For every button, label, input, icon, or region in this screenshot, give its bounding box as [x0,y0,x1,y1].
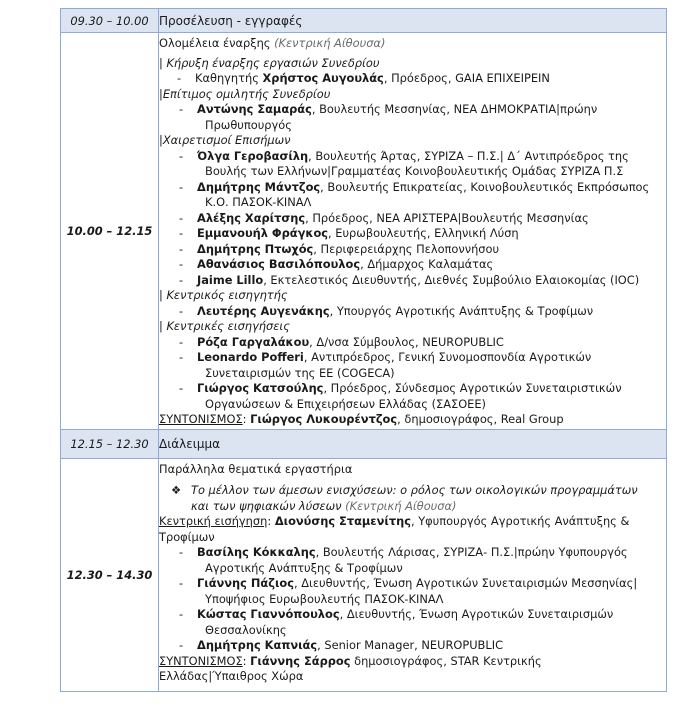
speaker-line: - Γιάννης Πάζιος, Διευθυντής, Ένωση Αγροτικών Συνεταιρισμών Μεσσηνίας| [179,576,638,590]
speaker-line: - Jaime Lillo, Εκτελεστικός Διευθυντής, Διεθνές Συμβούλιο Ελαιοκομίας (IOC) [179,272,640,287]
time-cell: 12.30 – 14.30 [61,458,159,691]
speaker-line: - Κώστας Γιαννόπουλος, Διευθυντής, Ένωση Αγροτικών Συνεταιρισμών [179,607,614,621]
diamond-bullet-icon: ❖ [171,483,182,497]
speaker-line: - Γιώργος Κατσούλης, Πρόεδρος, Σύνδεσμος Αγροτικών Συνεταιριστικών [179,381,622,395]
time-cell: 09.30 – 10.00 [61,9,159,33]
time-cell: 12.15 – 12.30 [61,429,159,458]
session-heading: Παράλληλα θεματικά εργαστήρια [159,461,353,476]
session-content [159,458,667,691]
moderator-line-cont: Ελλάδας|Ύπαιθρος Χώρα [159,669,304,683]
row-opening-plenary [61,33,667,430]
session-heading: Ολομέλεια έναρξης (Κεντρική Αίθουσα) [159,36,386,50]
speaker-line: - Εμμανουήλ Φράγκος, Ευρωβουλευτής, Ελληνική Λύση [179,226,519,240]
time-cell: 10.00 – 12.15 [61,33,159,430]
session-title: Διάλειμμα [159,429,667,458]
moderator-line: ΣΥΝΤΟΝΙΣΜΟΣ: Γιάννης Σάρρος δημοσιογράφος, STAR Κεντρικής [159,653,542,668]
speaker-line: - Ρόζα Γαργαλάκου, Δ/νσα Σύμβουλος, NEUROPUBLIC [179,334,504,349]
speaker-line: - Λευτέρης Αυγενάκης, Υπουργός Αγροτικής Ανάπτυξης & Τροφίμων [179,303,594,318]
speaker-line: - Όλγα Γεροβασίλη, Βουλευτής Άρτας, ΣΥΡΙΖΑ – Π.Σ.| Δ΄ Αντιπρόεδρος της [179,148,629,163]
speaker-line-cont: Συνεταιρισμών της ΕΕ (COGECA) [205,365,395,380]
room-label: (Κεντρική Αίθουσα) [274,36,386,50]
speaker-line-cont: Πρωθυπουργός [205,117,292,132]
room-label: (Κεντρική Αίθουσα) [345,498,457,513]
speaker-line: - Leonardo Pofferi, Αντιπρόεδρος, Γενική Συνομοσπονδία Αγροτικών [179,350,592,364]
speaker-line: - Αθανάσιος Βασιλόπουλος, Δήμαρχος Καλαμάτας [179,257,494,271]
section-label: |Επίτιμος ομιλητής Συνεδρίου [159,86,331,101]
speaker-line: - Αλέξης Χαρίτσης, Πρόεδρος, ΝΕΑ ΑΡΙΣΤΕΡΑ|Βουλευτής Μεσσηνίας [179,210,589,225]
speaker-line: - Καθηγητής Χρήστος Αυγουλάς, Πρόεδρος, GAIA ΕΠΙΧΕΙΡΕΙΝ [177,71,550,85]
speaker-line-cont: Βουλής των Ελλήνων|Γραμματέας Κοινοβουλευτικής Ομάδας ΣΥΡΙΖΑ Π.Σ [205,164,624,178]
speaker-line: - Δημήτρης Πτωχός, Περιφερειάρχης Πελοποννήσου [179,241,500,256]
row-break [61,429,667,458]
lead-speaker-cont: Τροφίμων [159,529,215,544]
section-label: | Κεντρικός εισηγητής [159,288,288,302]
speaker-line: - Δημήτρης Καπνιάς, Senior Manager, NEUROPUBLIC [179,638,504,652]
section-label: | Κήρυξη έναρξης εργασιών Συνεδρίου [159,55,380,70]
section-label: | Κεντρικές εισηγήσεις [159,319,290,333]
speaker-line-cont: Θεσσαλονίκης [205,622,287,637]
speaker-line: - Αντώνης Σαμαράς, Βουλευτής Μεσσηνίας, ΝΕΑ ΔΗΜΟΚΡΑΤΙΑ|πρώην [179,102,598,116]
lead-speaker-line: Κεντρική εισήγηση: Διονύσης Σταμενίτης, Υφυπουργός Αγροτικής Ανάπτυξης & [159,514,630,528]
speaker-line-cont: Οργανώσεων & Επιχειρήσεων Ελλάδας (ΣΑΣΟΕΕ) [205,396,487,411]
topic-line-cont: και των ψηφιακών λύσεων (Κεντρική Αίθουσα) [191,498,457,513]
row-registration [61,9,667,33]
session-title: Προσέλευση - εγγραφές [159,9,667,33]
speaker-line: - Δημήτρης Μάντζος, Βουλευτής Επικρατείας, Κοινοβουλευτικός Εκπρόσωπος [179,179,650,194]
speaker-line: - Βασίλης Κόκκαλης, Βουλευτής Λάρισας, ΣΥΡΙΖΑ- Π.Σ.|πρώην Υφυπουργός [179,545,628,559]
session-content [159,33,667,430]
moderator-line: ΣΥΝΤΟΝΙΣΜΟΣ: Γιώργος Λυκουρέντζος, δημοσιογράφος, Real Group [159,412,564,426]
row-workshops [61,458,667,691]
topic-line: ❖ Το μέλλον των άμεσων ενισχύσεων: ο ρόλος των οικολογικών προγραμμάτων [171,483,638,497]
section-label: |Χαιρετισμοί Επισήμων [159,133,291,147]
speaker-line-cont: Αγροτικής Ανάπτυξης & Τροφίμων [205,560,403,575]
programme-table [60,8,667,692]
speaker-line-cont: Υποψήφιος Ευρωβουλευτής ΠΑΣΟΚ-ΚΙΝΑΛ [205,591,444,606]
speaker-line-cont: Κ.Ο. ΠΑΣΟΚ-ΚΙΝΑΛ [205,195,312,209]
